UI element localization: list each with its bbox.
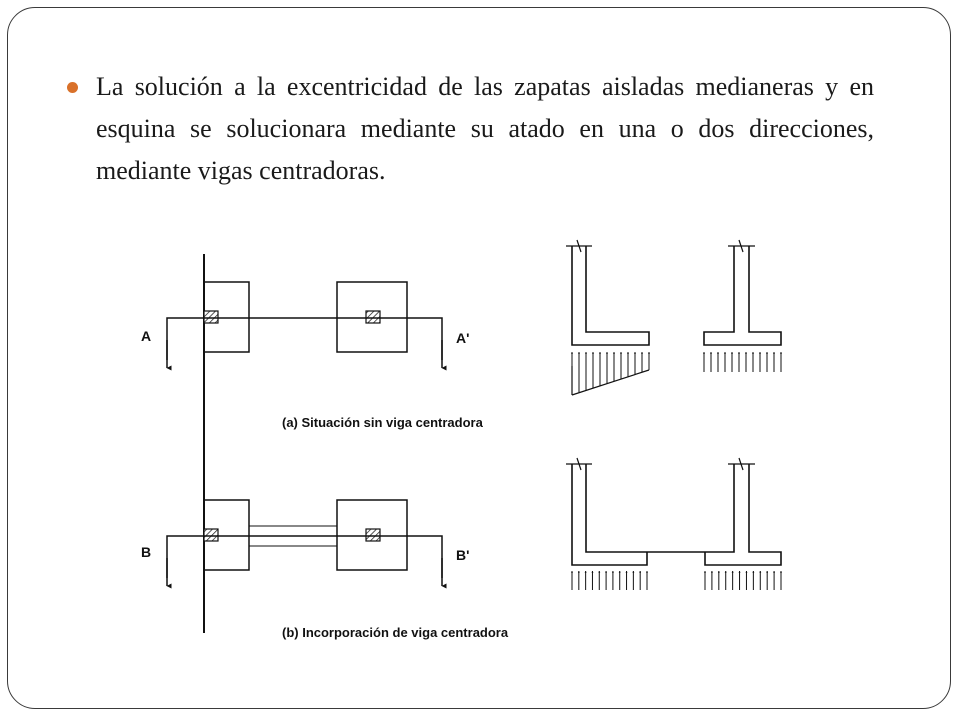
interior-column-b xyxy=(366,529,380,541)
bullet-item xyxy=(64,66,874,192)
section-label-b-start: B xyxy=(141,544,152,560)
section-label-b-end: B' xyxy=(456,547,470,563)
section-label-a-start: A xyxy=(141,328,152,344)
caption-b: (b) Incorporación de viga centradora xyxy=(282,625,509,640)
bullet-dot xyxy=(67,82,78,93)
caption-a: (a) Situación sin viga centradora xyxy=(282,415,483,430)
plan-b xyxy=(167,500,442,586)
edge-column-a xyxy=(204,311,218,323)
edge-column-b xyxy=(204,529,218,541)
section-a-interior-footing xyxy=(704,240,781,372)
plan-a xyxy=(167,254,442,633)
footing-diagram xyxy=(120,230,820,660)
section-line-a xyxy=(167,318,442,360)
bullet-text: La solución a la excentricidad de las zapatas aisladas medianeras y en esquina se solucionara mediante su atado en una o dos direcciones, mediante vigas centradoras. xyxy=(96,72,874,185)
section-b-centered-footings xyxy=(566,458,781,590)
section-line-b xyxy=(167,536,442,578)
section-a-edge-footing xyxy=(566,240,649,395)
interior-column-a xyxy=(366,311,380,323)
section-label-a-end: A' xyxy=(456,330,470,346)
